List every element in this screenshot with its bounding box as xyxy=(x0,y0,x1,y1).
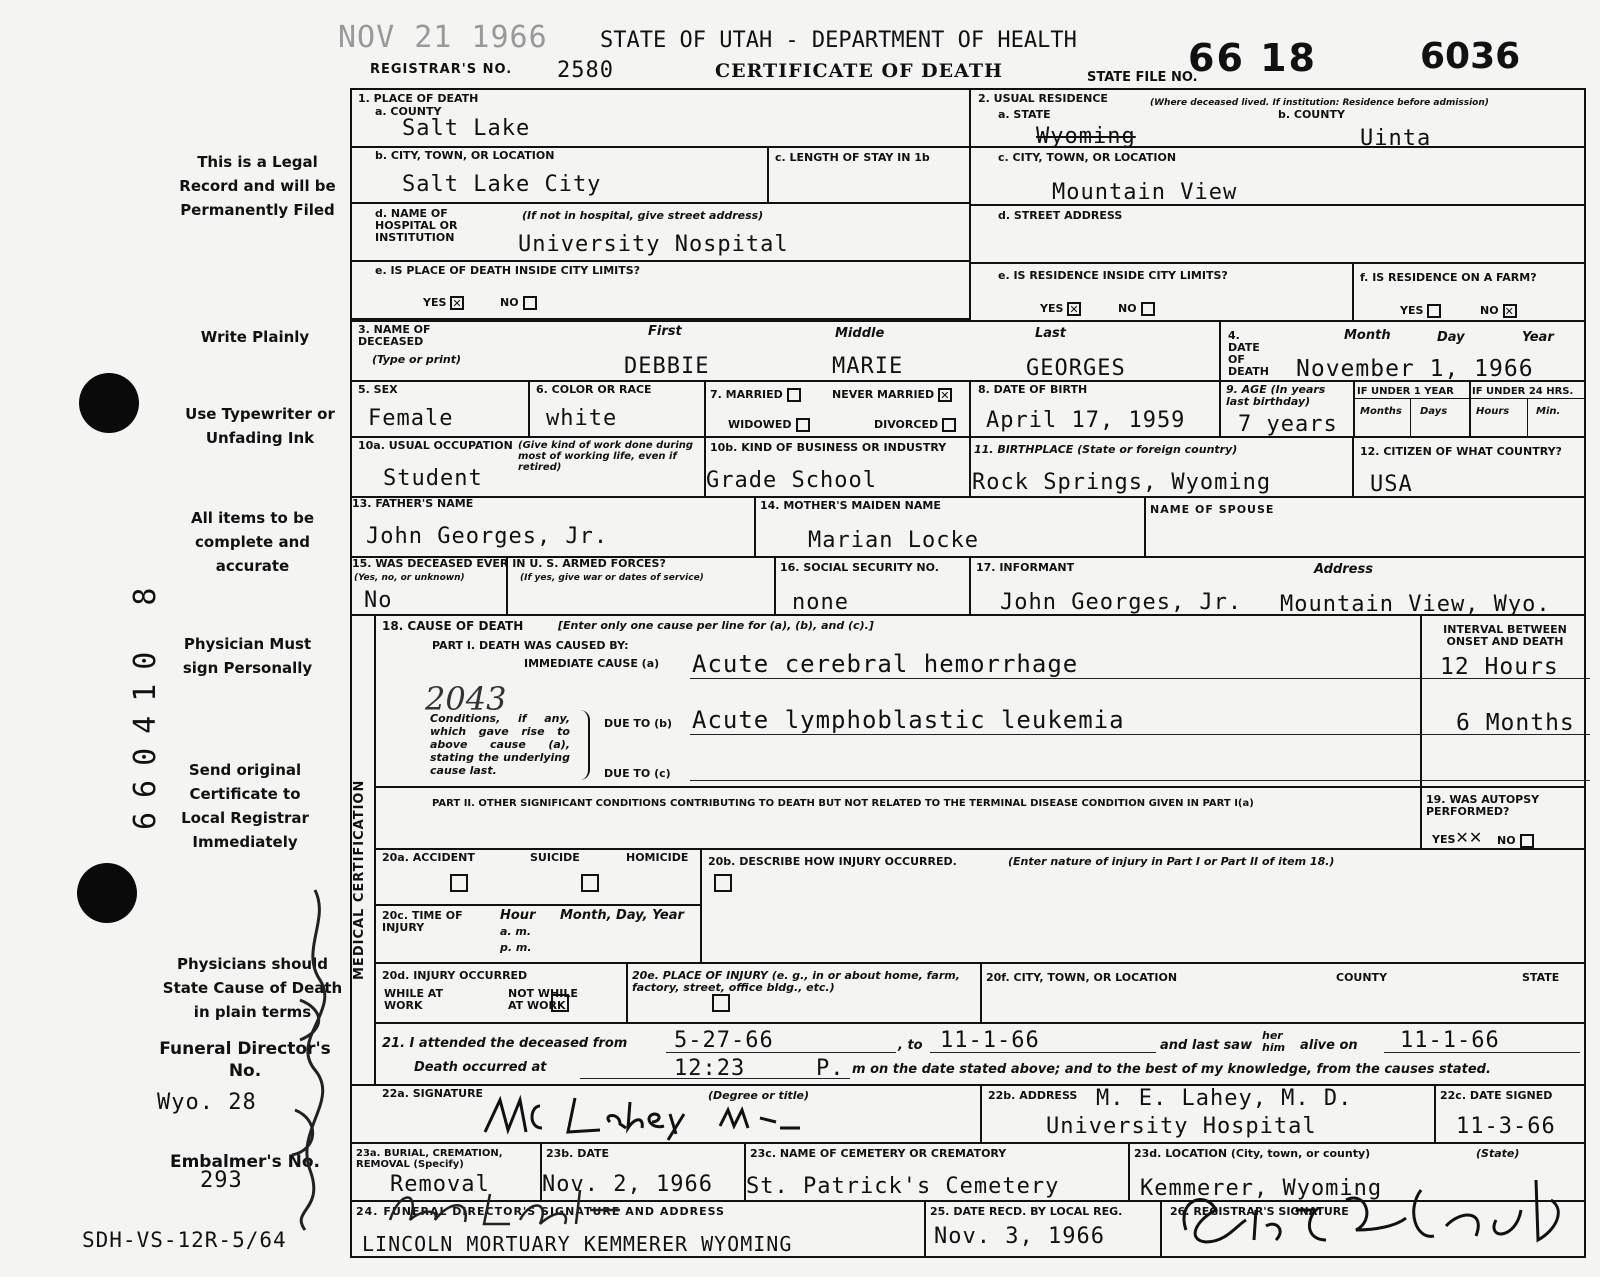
label-1a: a. COUNTY xyxy=(375,105,442,118)
value-age: 7 years xyxy=(1238,412,1338,437)
label-under-1-year: IF UNDER 1 YEAR xyxy=(1357,386,1454,397)
label-1c: c. LENGTH OF STAY IN 1b xyxy=(775,151,930,164)
label-last: Last xyxy=(1035,326,1067,341)
cell-part2 xyxy=(374,786,1422,850)
label-1d-note: (If not in hospital, give street address) xyxy=(522,209,764,222)
form-number: SDH-VS-12R-5/64 xyxy=(82,1228,287,1252)
checkbox-farm-yes[interactable] xyxy=(1427,304,1441,318)
label-23b: 23b. DATE xyxy=(546,1147,609,1160)
label-20e: 20e. PLACE OF INJURY (e. g., in or about home, farm, factory, street, office bldg., etc.) xyxy=(632,969,960,994)
label-month: Month xyxy=(1344,328,1391,343)
value-birthplace: Rock Springs, Wyoming xyxy=(972,470,1272,495)
note-legal-record: This is a Legal Record and will be Permanently Filed xyxy=(179,153,336,219)
value-funeral-director: LINCOLN MORTUARY KEMMERER WYOMING xyxy=(362,1232,793,1256)
label-20b: 20b. DESCRIBE HOW INJURY OCCURRED. xyxy=(708,855,957,868)
label-15-note-a: (Yes, no, or unknown) xyxy=(354,573,465,583)
label-2-note: (Where deceased lived. If institution: Residence before admission) xyxy=(1150,98,1489,108)
label-days: Days xyxy=(1420,406,1448,417)
label-5: 5. SEX xyxy=(358,383,398,396)
res-city-limits-yes: YES ✕ xyxy=(1040,302,1081,316)
age-divider-2 xyxy=(1527,398,1528,438)
funeral-director-signature xyxy=(380,1180,680,1240)
label-2c: c. CITY, TOWN, OR LOCATION xyxy=(998,151,1177,164)
label-county-20f: COUNTY xyxy=(1336,971,1388,984)
label-to: , to xyxy=(898,1038,923,1053)
label-15: 15. WAS DECEASED EVER IN U. S. ARMED FORCES? xyxy=(352,557,666,570)
label-20c: 20c. TIME OF INJURY xyxy=(382,909,463,934)
medical-certification-vertical: MEDICAL CERTIFICATION xyxy=(352,779,367,980)
embalmer-label: Embalmer's No. xyxy=(169,1152,321,1172)
label-first: First xyxy=(648,324,682,339)
label-23d-state: (State) xyxy=(1476,1147,1520,1160)
label-19: 19. WAS AUTOPSY PERFORMED? xyxy=(1426,793,1540,818)
label-2e: e. IS RESIDENCE INSIDE CITY LIMITS? xyxy=(998,269,1228,282)
label-suicide: SUICIDE xyxy=(530,851,580,864)
label-degree: (Degree or title) xyxy=(708,1089,810,1102)
funeral-director-side-signature xyxy=(270,880,350,1240)
checkbox-not-while[interactable] xyxy=(712,994,730,1012)
label-22a: 22a. SIGNATURE xyxy=(382,1087,484,1100)
label-state-20f: STATE xyxy=(1522,971,1560,984)
value-residence-state: Wyoming xyxy=(1036,124,1136,149)
label-21: 21. I attended the deceased from xyxy=(382,1036,628,1051)
label-hours: Hours xyxy=(1476,406,1510,417)
label-death-remainder: m on the date stated above; and to the best of my knowledge, from the causes stated. xyxy=(852,1062,1491,1077)
value-death-time: 12:23 xyxy=(674,1056,746,1081)
handwritten-code: 2043 xyxy=(425,680,507,718)
note-send-original: Send original Certificate to Local Registrar Immediately xyxy=(181,761,309,851)
state-file-no-label: STATE FILE NO. xyxy=(1087,70,1198,85)
label-16: 16. SOCIAL SECURITY NO. xyxy=(780,561,939,574)
note-physicians-should: Physicians should State Cause of Death in plain terms xyxy=(162,955,343,1021)
note-write-plainly: Write Plainly xyxy=(200,328,310,346)
label-under-24: IF UNDER 24 HRS. xyxy=(1472,386,1574,397)
physician-signature xyxy=(480,1089,840,1142)
value-occupation: Student xyxy=(383,466,483,491)
value-attended-from: 5-27-66 xyxy=(674,1028,774,1053)
label-23a: 23a. BURIAL, CREMATION, REMOVAL (Specify) xyxy=(356,1148,503,1170)
attended-to-line xyxy=(930,1052,1156,1053)
checkbox-res-city-yes[interactable]: ✕ xyxy=(1067,302,1081,316)
label-20d: 20d. INJURY OCCURRED xyxy=(382,969,528,982)
label-17: 17. INFORMANT xyxy=(976,561,1075,574)
autopsy-no: NO xyxy=(1497,834,1534,848)
checkbox-death-city-yes[interactable]: ✕ xyxy=(450,296,464,310)
label-10a: 10a. USUAL OCCUPATION xyxy=(358,439,513,452)
checkbox-autopsy-no[interactable] xyxy=(1520,834,1534,848)
value-hospital: University Nospital xyxy=(518,232,789,257)
label-2b: b. COUNTY xyxy=(1278,108,1345,121)
value-industry: Grade School xyxy=(706,468,877,493)
state-dept-title: STATE OF UTAH - DEPARTMENT OF HEALTH xyxy=(600,28,1077,53)
res-city-limits-no: NO xyxy=(1118,302,1155,316)
value-interval-b: 6 Months xyxy=(1456,710,1575,736)
cause-c-line xyxy=(690,780,1590,781)
label-2: 2. USUAL RESIDENCE xyxy=(978,92,1108,105)
value-middle-name: MARIE xyxy=(832,354,904,379)
label-homicide: HOMICIDE xyxy=(626,851,689,864)
attended-from-line xyxy=(666,1052,896,1053)
label-9: 9. AGE (In years last birthday) xyxy=(1226,383,1326,408)
value-armed-forces: No xyxy=(364,588,393,613)
label-widowed: WIDOWED xyxy=(728,418,810,432)
conditions-note: Conditions, if any, which gave rise to above cause (a), stating the underlying cause last. xyxy=(430,712,570,777)
checkbox-homicide[interactable] xyxy=(714,874,732,892)
label-11: 11. BIRTHPLACE (State or foreign country) xyxy=(974,443,1238,456)
label-immediate: IMMEDIATE CAUSE (a) xyxy=(524,657,660,670)
label-10b: 10b. KIND OF BUSINESS OR INDUSTRY xyxy=(710,441,947,454)
label-26: 26. REGISTRAR'S SIGNATURE xyxy=(1170,1205,1349,1218)
registrar-signature xyxy=(1166,1170,1586,1256)
label-while-at-work: WHILE AT WORK xyxy=(384,987,443,1012)
label-pm: p. m. xyxy=(500,941,532,954)
checkbox-suicide[interactable] xyxy=(581,874,599,892)
value-disposition: Removal xyxy=(390,1172,490,1197)
death-time-line xyxy=(580,1078,850,1079)
label-12: 12. CITIZEN OF WHAT COUNTRY? xyxy=(1360,445,1562,458)
death-city-limits-yes: YES ✕ xyxy=(423,296,464,310)
value-residence-county: Uinta xyxy=(1360,126,1432,151)
label-18-note: [Enter only one cause per line for (a), (b), and (c).] xyxy=(558,619,874,632)
embalmer-no: 293 xyxy=(200,1168,243,1193)
value-interval-a: 12 Hours xyxy=(1440,654,1559,680)
note-typewriter: Use Typewriter or Unfading Ink xyxy=(185,405,335,447)
value-alive-on: 11-1-66 xyxy=(1400,1028,1500,1053)
received-stamp: NOV 21 1966 xyxy=(338,20,548,55)
value-cause-a: Acute cerebral hemorrhage xyxy=(692,650,1079,678)
label-year: Year xyxy=(1522,330,1554,345)
label-2f: f. IS RESIDENCE ON A FARM? xyxy=(1360,271,1537,284)
value-death-city: Salt Lake City xyxy=(402,172,602,197)
farm-yes: YES xyxy=(1400,304,1441,318)
note-physician-sign: Physician Must sign Personally xyxy=(182,635,313,677)
label-14: 14. MOTHER'S MAIDEN NAME xyxy=(760,499,941,512)
value-death-pm: P. xyxy=(816,1056,845,1081)
label-15-note-b: (If yes, give war or dates of service) xyxy=(520,573,704,583)
conditions-bracket xyxy=(580,710,590,780)
label-interval: INTERVAL BETWEEN ONSET AND DEATH xyxy=(1443,623,1567,648)
value-date-recd: Nov. 3, 1966 xyxy=(934,1224,1105,1249)
value-informant-address: Mountain View, Wyo. xyxy=(1280,592,1551,617)
punch-hole-bottom xyxy=(77,863,137,923)
label-20a: 20a. ACCIDENT xyxy=(382,851,475,864)
label-address: Address xyxy=(1314,562,1373,577)
checkbox-death-city-no[interactable] xyxy=(523,296,537,310)
label-middle: Middle xyxy=(835,326,885,341)
value-physician-address-1: M. E. Lahey, M. D. xyxy=(1096,1086,1353,1111)
label-never-married: NEVER MARRIED ✕ xyxy=(832,388,952,402)
label-20b-note: (Enter nature of injury in Part I or Part II of item 18.) xyxy=(1008,855,1335,868)
label-death-occurred-at: Death occurred at xyxy=(414,1060,547,1075)
label-4: 4. DATE OF DEATH xyxy=(1228,329,1270,378)
label-3: 3. NAME OF DECEASED xyxy=(358,323,431,348)
label-divorced: DIVORCED xyxy=(874,418,956,432)
value-burial-date: Nov. 2, 1966 xyxy=(542,1172,713,1197)
certificate-title: CERTIFICATE OF DEATH xyxy=(715,60,1003,82)
funeral-director-label: Funeral Director's No. xyxy=(159,1039,331,1081)
value-death-county: Salt Lake xyxy=(402,116,531,141)
value-date-signed: 11-3-66 xyxy=(1456,1114,1556,1139)
label-2a: a. STATE xyxy=(998,108,1051,121)
checkbox-married[interactable] xyxy=(787,388,801,402)
state-file-no-b: 6036 xyxy=(1420,36,1521,77)
label-23c: 23c. NAME OF CEMETERY OR CREMATORY xyxy=(750,1147,1007,1160)
label-due-c: DUE TO (c) xyxy=(604,767,671,780)
label-25: 25. DATE RECD. BY LOCAL REG. xyxy=(930,1205,1123,1218)
label-hour: Hour xyxy=(500,908,536,923)
punch-hole-top xyxy=(79,373,139,433)
value-attended-to: 11-1-66 xyxy=(940,1028,1040,1053)
vertical-stamp-number: 660410 8 xyxy=(128,573,163,830)
farm-no: NO ✕ xyxy=(1480,304,1517,318)
label-her-him: her him xyxy=(1262,1029,1286,1054)
label-22c: 22c. DATE SIGNED xyxy=(1440,1089,1553,1102)
label-2d: d. STREET ADDRESS xyxy=(998,209,1123,222)
value-race: white xyxy=(546,406,618,431)
checkbox-divorced[interactable] xyxy=(942,418,956,432)
value-ssn: none xyxy=(792,590,849,615)
label-part1: PART I. DEATH WAS CAUSED BY: xyxy=(432,639,629,652)
checkbox-never-married[interactable]: ✕ xyxy=(938,388,952,402)
label-8: 8. DATE OF BIRTH xyxy=(978,383,1088,396)
value-cause-b: Acute lymphoblastic leukemia xyxy=(692,706,1125,734)
value-first-name: DEBBIE xyxy=(624,354,710,379)
registrar-no-label: REGISTRAR'S NO. xyxy=(370,62,513,77)
alive-on-line xyxy=(1384,1052,1580,1053)
registrar-no: 2580 xyxy=(557,58,614,83)
state-file-no-a: 66 18 xyxy=(1188,36,1317,80)
label-last-saw: and last saw xyxy=(1160,1038,1253,1053)
label-13: 13. FATHER'S NAME xyxy=(352,497,474,510)
value-father: John Georges, Jr. xyxy=(366,524,609,549)
label-7-married: 7. MARRIED xyxy=(710,388,801,402)
age-subheader-line xyxy=(1353,398,1586,399)
checkbox-farm-no[interactable]: ✕ xyxy=(1503,304,1517,318)
value-last-name: GEORGES xyxy=(1026,356,1126,381)
label-1d: d. NAME OF HOSPITAL OR INSTITUTION xyxy=(375,207,458,244)
label-1e: e. IS PLACE OF DEATH INSIDE CITY LIMITS? xyxy=(375,264,641,277)
label-day: Day xyxy=(1437,330,1465,345)
label-min: Min. xyxy=(1536,406,1561,417)
label-1: 1. PLACE OF DEATH xyxy=(358,92,479,105)
label-months: Months xyxy=(1360,406,1402,417)
label-spouse: NAME OF SPOUSE xyxy=(1150,503,1275,516)
label-3-note: (Type or print) xyxy=(372,353,462,366)
funeral-director-no: Wyo. 28 xyxy=(157,1090,257,1115)
value-burial-location: Kemmerer, Wyoming xyxy=(1140,1176,1383,1201)
death-city-limits-no: NO xyxy=(500,296,537,310)
label-1b: b. CITY, TOWN, OR LOCATION xyxy=(375,149,555,162)
label-mdy: Month, Day, Year xyxy=(560,908,684,923)
label-18: 18. CAUSE OF DEATH xyxy=(382,619,524,633)
value-dob: April 17, 1959 xyxy=(986,408,1186,433)
autopsy-yes-mark: ✕✕ xyxy=(1455,828,1483,847)
value-sex: Female xyxy=(368,406,454,431)
label-alive-on: alive on xyxy=(1300,1038,1358,1053)
age-divider-1 xyxy=(1410,398,1411,438)
note-complete: All items to be complete and accurate xyxy=(191,509,314,575)
cause-b-line xyxy=(690,734,1590,735)
label-due-b: DUE TO (b) xyxy=(604,717,673,730)
value-residence-city: Mountain View xyxy=(1052,180,1238,205)
value-informant: John Georges, Jr. xyxy=(1000,590,1243,615)
label-6: 6. COLOR OR RACE xyxy=(536,383,652,396)
value-date-of-death: November 1, 1966 xyxy=(1296,356,1534,382)
value-mother: Marian Locke xyxy=(808,528,979,553)
label-part2: PART II. OTHER SIGNIFICANT CONDITIONS CONTRIBUTING TO DEATH BUT NOT RELATED TO THE TERMINAL DISEASE CONDITION GIVEN IN PART I(a) xyxy=(432,798,1254,809)
checkbox-widowed[interactable] xyxy=(796,418,810,432)
value-citizen: USA xyxy=(1370,472,1413,497)
label-not-while: NOT WHILE AT WORK xyxy=(508,987,578,1012)
label-23d: 23d. LOCATION (City, town, or county) xyxy=(1134,1147,1371,1160)
label-10a-note: (Give kind of work done during most of working life, even if retired) xyxy=(518,440,694,473)
checkbox-res-city-no[interactable] xyxy=(1141,302,1155,316)
label-20f: 20f. CITY, TOWN, OR LOCATION xyxy=(986,971,1178,984)
checkbox-accident[interactable] xyxy=(450,874,468,892)
value-physician-address-2: University Hospital xyxy=(1046,1114,1317,1139)
label-am: a. m. xyxy=(500,925,532,938)
value-cemetery: St. Patrick's Cemetery xyxy=(746,1174,1060,1199)
label-24: 24. FUNERAL DIRECTOR'S SIGNATURE AND ADDRESS xyxy=(356,1205,725,1218)
label-22b: 22b. ADDRESS xyxy=(988,1089,1078,1102)
autopsy-yes: YES✕✕ xyxy=(1432,828,1483,847)
